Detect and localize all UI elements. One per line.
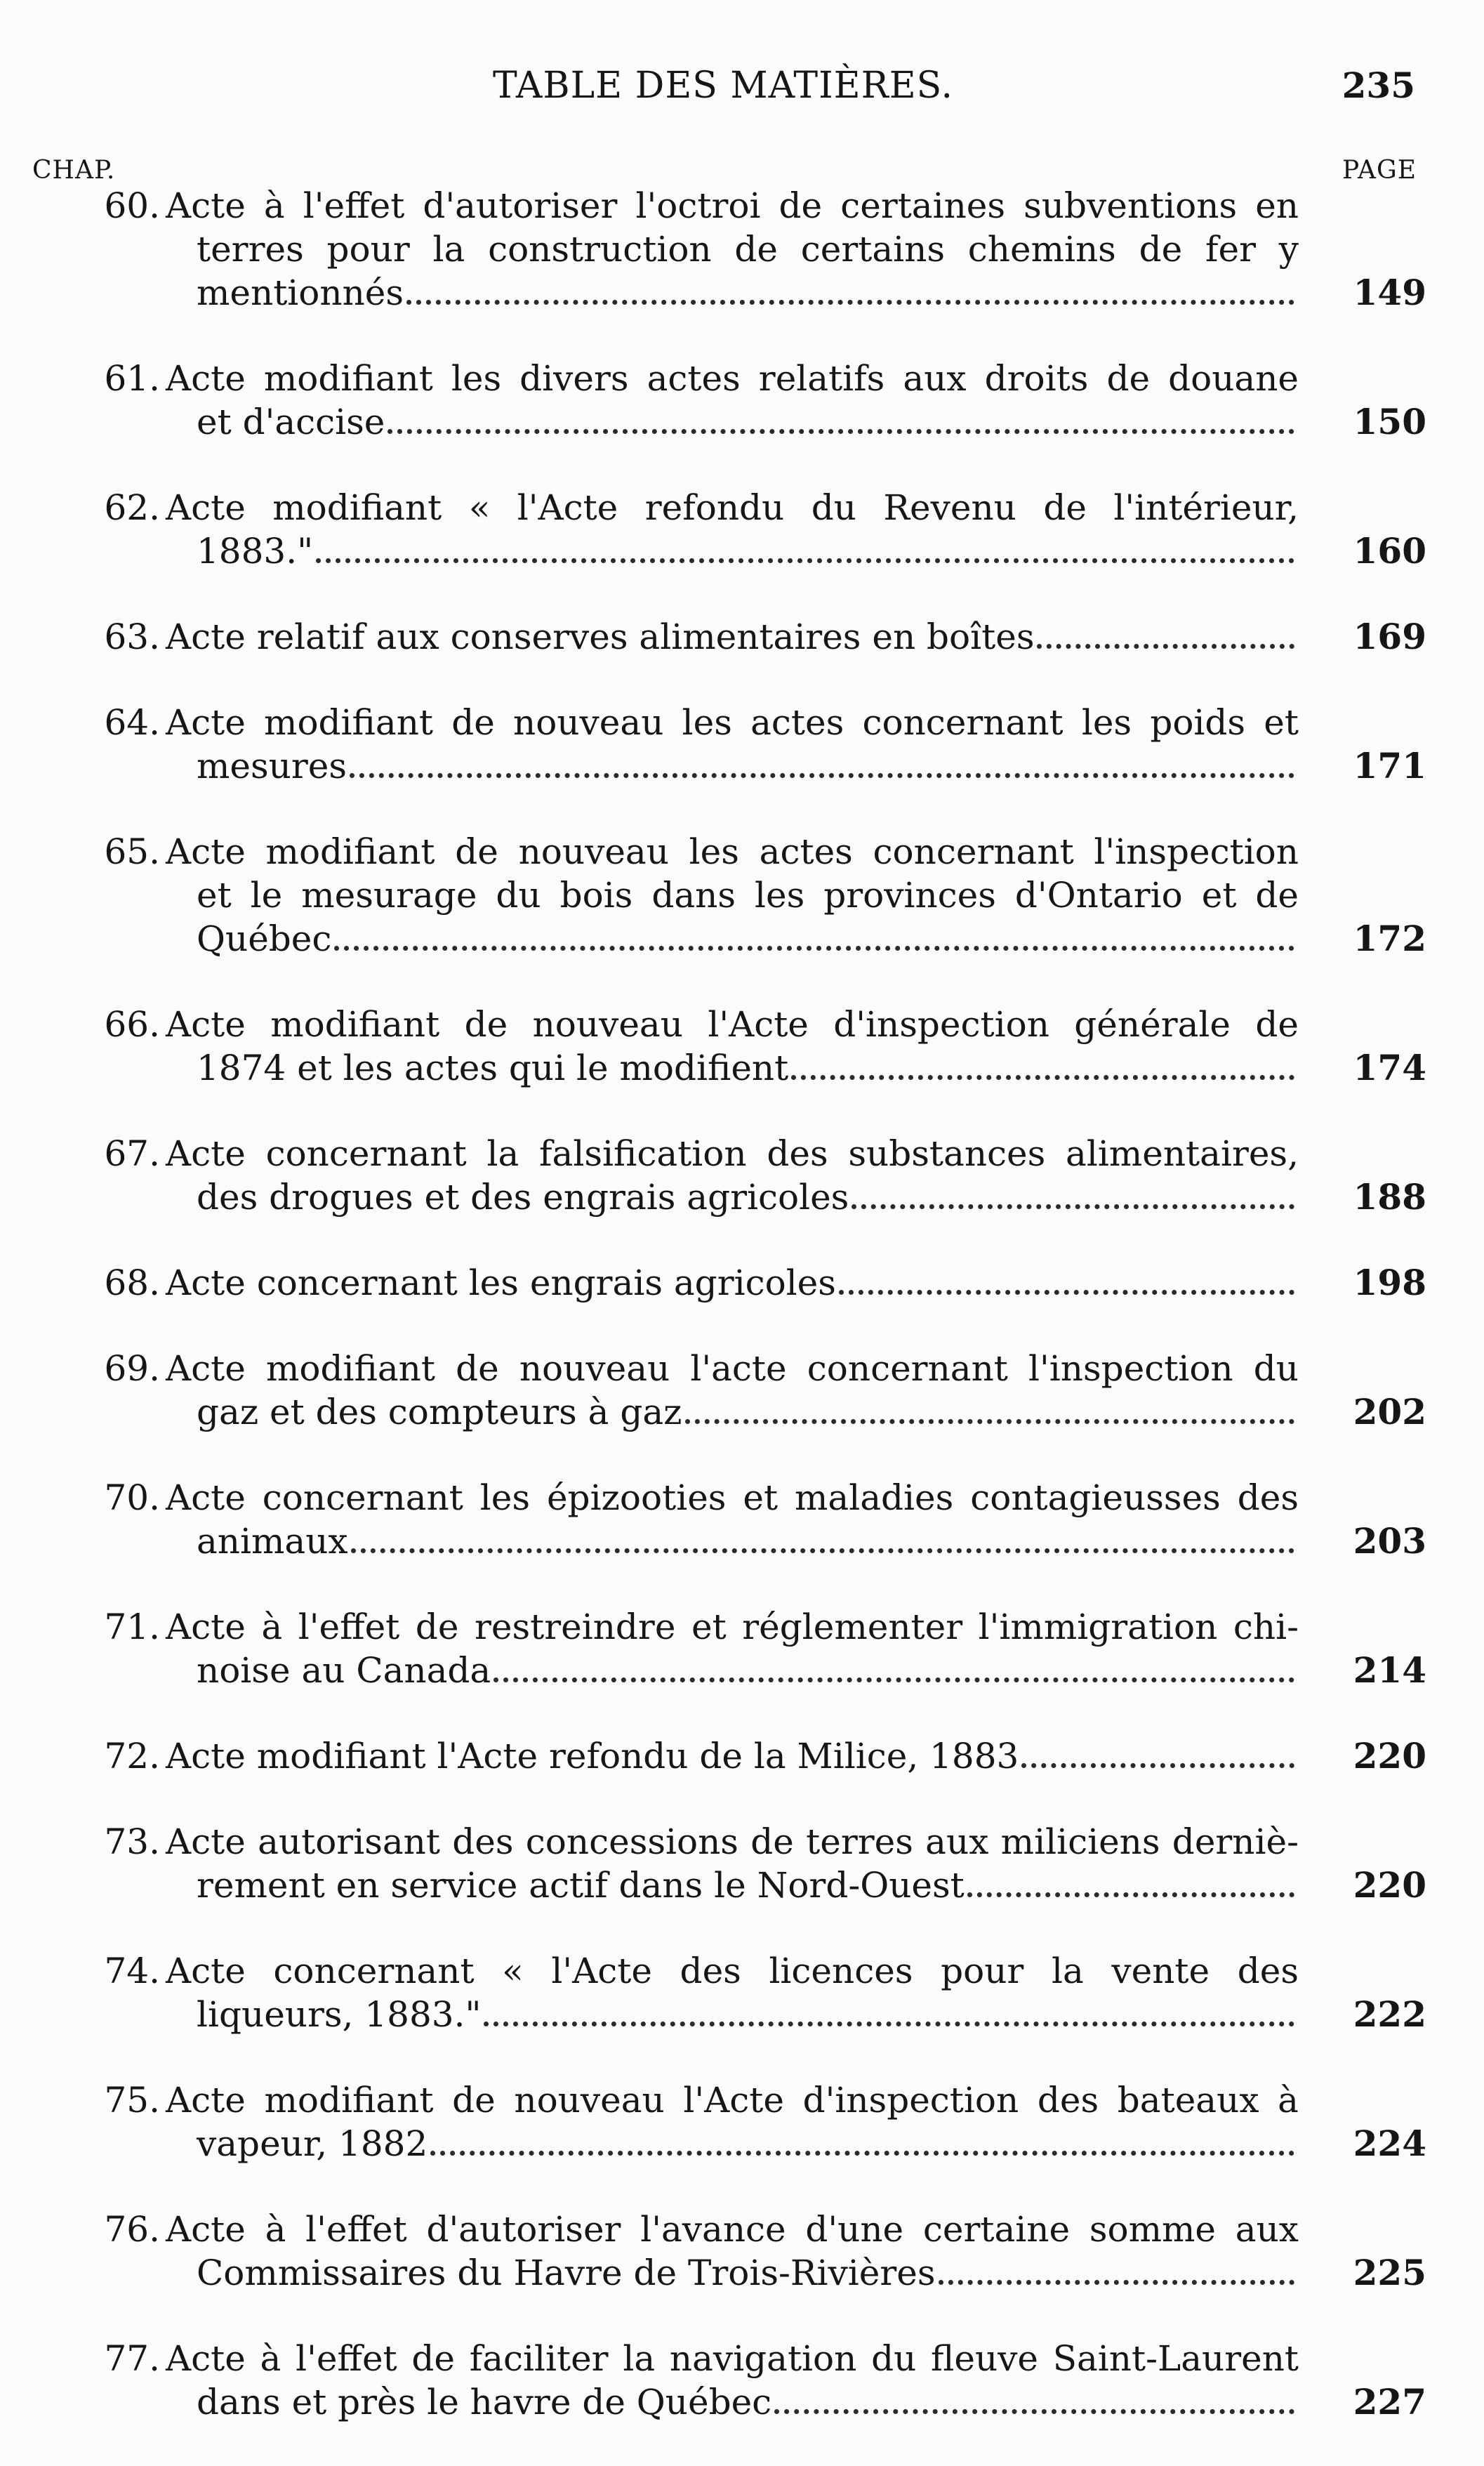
toc-entry (0, 1347, 1484, 1434)
entry-text (166, 1003, 1299, 1090)
entry-last-line (166, 744, 1299, 788)
chapter-number: 71. (104, 1607, 160, 1647)
toc-entry (0, 1949, 1484, 2036)
entry-page-number: 224 (1353, 2123, 1426, 2164)
entry-text (166, 1132, 1299, 1219)
entry-page-number: 149 (1353, 272, 1426, 313)
entry-page-number: 203 (1353, 1520, 1426, 1562)
entry-text (166, 1261, 1299, 1305)
toc-entry (0, 701, 1484, 788)
chapter-number: 67. (104, 1133, 160, 1174)
chapter-number: 62. (104, 487, 160, 528)
dot-leader (484, 2022, 1294, 2026)
entry-text (166, 2208, 1299, 2295)
toc-entry (0, 1605, 1484, 1692)
toc-entry (0, 2337, 1484, 2424)
entry-page-number: 150 (1353, 401, 1426, 442)
entry-line: Acte modifiant l'Acte refondu de la Milice, 1883 (166, 1736, 1019, 1776)
chapter-number: 66. (104, 1004, 160, 1045)
entry-last-line (166, 2122, 1299, 2165)
entry-last-line (166, 1864, 1299, 1907)
entry-line: terres pour la construction de certains chemins de fer y (197, 229, 1299, 270)
entry-line: Acte modifiant de nouveau les actes concernant l'inspection (166, 831, 1299, 872)
toc-entry (0, 1003, 1484, 1090)
entry-last-line (166, 400, 1299, 444)
entry-line: 1883." (197, 531, 314, 572)
toc-entry (0, 2208, 1484, 2295)
entry-line: Acte à l'effet d'autoriser l'avance d'une certaine somme aux (166, 2209, 1299, 2250)
entry-line: Acte à l'effet d'autoriser l'octroi de certaines subventions en (166, 185, 1299, 226)
entry-text (166, 184, 1299, 315)
entry-line: Acte modifiant de nouveau l'Acte d'inspection des bateaux à (166, 2080, 1299, 2121)
chapter-number: 74. (104, 1951, 160, 1991)
dot-leader (351, 1548, 1294, 1553)
dot-leader (1021, 1763, 1294, 1768)
entry-line: Acte modifiant de nouveau les actes concernant les poids et (166, 702, 1299, 743)
entry-text (166, 357, 1299, 444)
entry-text (166, 1605, 1299, 1692)
entry-line: Acte concernant la falsification des substances alimentaires, (166, 1133, 1299, 1174)
entry-line: gaz et des compteurs à gaz (197, 1392, 682, 1432)
entry-text (166, 830, 1299, 961)
entry-page-number: 220 (1353, 1735, 1426, 1776)
entry-last-line (166, 615, 1299, 659)
running-header (0, 65, 1484, 114)
dot-leader (939, 2280, 1295, 2285)
entry-last-line (166, 2380, 1299, 2424)
entry-last-line (166, 1261, 1299, 1305)
dot-leader (493, 1677, 1294, 1682)
entry-last-line (166, 1390, 1299, 1434)
chapter-number: 75. (104, 2080, 160, 2121)
entry-line: 1874 et les actes qui le modifient (197, 1048, 789, 1088)
chapter-number: 63. (104, 616, 160, 657)
entry-last-line (166, 271, 1299, 315)
entry-page-number: 202 (1353, 1391, 1426, 1432)
entry-last-line (166, 1649, 1299, 1692)
entry-line: liqueurs, 1883." (197, 1994, 482, 2035)
chapter-number: 60. (104, 185, 160, 226)
entry-line: Acte modifiant de nouveau l'acte concernant l'inspection du (166, 1348, 1299, 1389)
entry-line: noise au Canada (197, 1650, 491, 1691)
entry-text (166, 1949, 1299, 2036)
entry-line: Acte à l'effet de restreindre et réglementer l'immigration chi- (166, 1607, 1299, 1647)
entry-page-number: 214 (1353, 1649, 1426, 1691)
toc-entry (0, 1261, 1484, 1305)
entry-line: Acte concernant les épizooties et maladies contagieusses des (166, 1477, 1299, 1518)
toc-entry (0, 1132, 1484, 1219)
entry-last-line (166, 1993, 1299, 2036)
table-of-contents (0, 184, 1484, 2466)
entry-last-line (166, 1734, 1299, 1778)
page-title: TABLE DES MATIÈRES. (493, 65, 953, 107)
toc-entry (0, 357, 1484, 444)
entry-page-number: 198 (1353, 1262, 1426, 1303)
dot-leader (852, 1204, 1294, 1209)
entry-line: et le mesurage du bois dans les provinces d'Ontario et de (197, 875, 1299, 916)
dot-leader (839, 1290, 1294, 1295)
entry-text (166, 2078, 1299, 2165)
entry-line: Québec (197, 918, 332, 959)
dot-leader (406, 300, 1294, 305)
entry-text (166, 486, 1299, 573)
entry-page-number: 171 (1353, 745, 1426, 786)
entry-text (166, 2337, 1299, 2424)
dot-leader (1037, 644, 1294, 649)
entry-line: Acte modifiant les divers actes relatifs aux droits de douane (166, 358, 1299, 399)
entry-line: Acte concernant les engrais agricoles (166, 1262, 836, 1303)
entry-line: Acte modifiant « l'Acte refondu du Revenu de l'intérieur, (166, 487, 1299, 528)
chapter-number: 68. (104, 1262, 160, 1303)
entry-page-number: 160 (1353, 530, 1426, 572)
toc-entry (0, 486, 1484, 573)
entry-last-line (166, 1175, 1299, 1219)
toc-entry (0, 1734, 1484, 1778)
entry-page-number: 174 (1353, 1047, 1426, 1088)
entry-page-number: 172 (1353, 918, 1426, 959)
entry-text (166, 701, 1299, 788)
dot-leader (387, 429, 1294, 434)
chapter-number: 73. (104, 1821, 160, 1862)
entry-line: rement en service actif dans le Nord-Ouest (197, 1865, 965, 1906)
chapter-number: 72. (104, 1736, 160, 1776)
dot-leader (316, 558, 1294, 563)
entry-line: des drogues et des engrais agricoles (197, 1177, 849, 1218)
entry-last-line (166, 2251, 1299, 2295)
dot-leader (967, 1892, 1294, 1897)
entry-page-number: 227 (1353, 2381, 1426, 2422)
entry-line: animaux (197, 1521, 348, 1562)
page-number: 235 (1341, 65, 1415, 106)
entry-line: Commissaires du Havre de Trois-Rivières (197, 2253, 936, 2293)
chapter-number: 76. (104, 2209, 160, 2250)
entry-page-number: 220 (1353, 1864, 1426, 1906)
page-column-label: PAGE (1342, 156, 1417, 185)
entry-line: mentionnés (197, 272, 404, 313)
toc-entry (0, 1820, 1484, 1907)
toc-entry (0, 615, 1484, 659)
entry-line: vapeur, 1882 (197, 2123, 428, 2164)
entry-line: mesures (197, 746, 347, 786)
toc-entry (0, 830, 1484, 961)
dot-leader (774, 2409, 1294, 2414)
entry-line: Acte concernant « l'Acte des licences pour la vente des (166, 1951, 1299, 1991)
toc-entry (0, 2078, 1484, 2165)
entry-page-number: 222 (1353, 1993, 1426, 2035)
entry-last-line (166, 529, 1299, 573)
dot-leader (334, 946, 1294, 951)
entry-page-number: 225 (1353, 2252, 1426, 2293)
entry-line: Acte modifiant de nouveau l'Acte d'inspection générale de (166, 1004, 1299, 1045)
entry-line: Acte relatif aux conserves alimentaires en boîtes (166, 616, 1035, 657)
dot-leader (685, 1419, 1294, 1424)
toc-entry (0, 1476, 1484, 1563)
entry-last-line (166, 917, 1299, 961)
chapter-number: 69. (104, 1348, 160, 1389)
dot-leader (791, 1075, 1294, 1080)
entry-page-number: 169 (1353, 616, 1426, 657)
chapter-number: 61. (104, 358, 160, 399)
dot-leader (430, 2151, 1294, 2156)
entry-line: Acte autorisant des concessions de terres aux miliciens derniè- (166, 1821, 1299, 1862)
chapter-number: 64. (104, 702, 160, 743)
chapter-number: 77. (104, 2338, 160, 2379)
chapter-number: 70. (104, 1477, 160, 1518)
entry-text (166, 1734, 1299, 1778)
toc-entry (0, 184, 1484, 315)
entry-text (166, 615, 1299, 659)
entry-text (166, 1347, 1299, 1434)
dot-leader (350, 773, 1294, 778)
entry-page-number: 188 (1353, 1176, 1426, 1218)
entry-last-line (166, 1519, 1299, 1563)
entry-line: Acte à l'effet de faciliter la navigation du fleuve Saint-Laurent (166, 2338, 1299, 2379)
chapter-column-label: CHAP. (32, 156, 116, 185)
entry-line: et d'accise (197, 402, 385, 442)
chapter-number: 65. (104, 831, 160, 872)
entry-text (166, 1820, 1299, 1907)
entry-last-line (166, 1046, 1299, 1090)
entry-text (166, 1476, 1299, 1563)
entry-line: dans et près le havre de Québec (197, 2382, 772, 2422)
